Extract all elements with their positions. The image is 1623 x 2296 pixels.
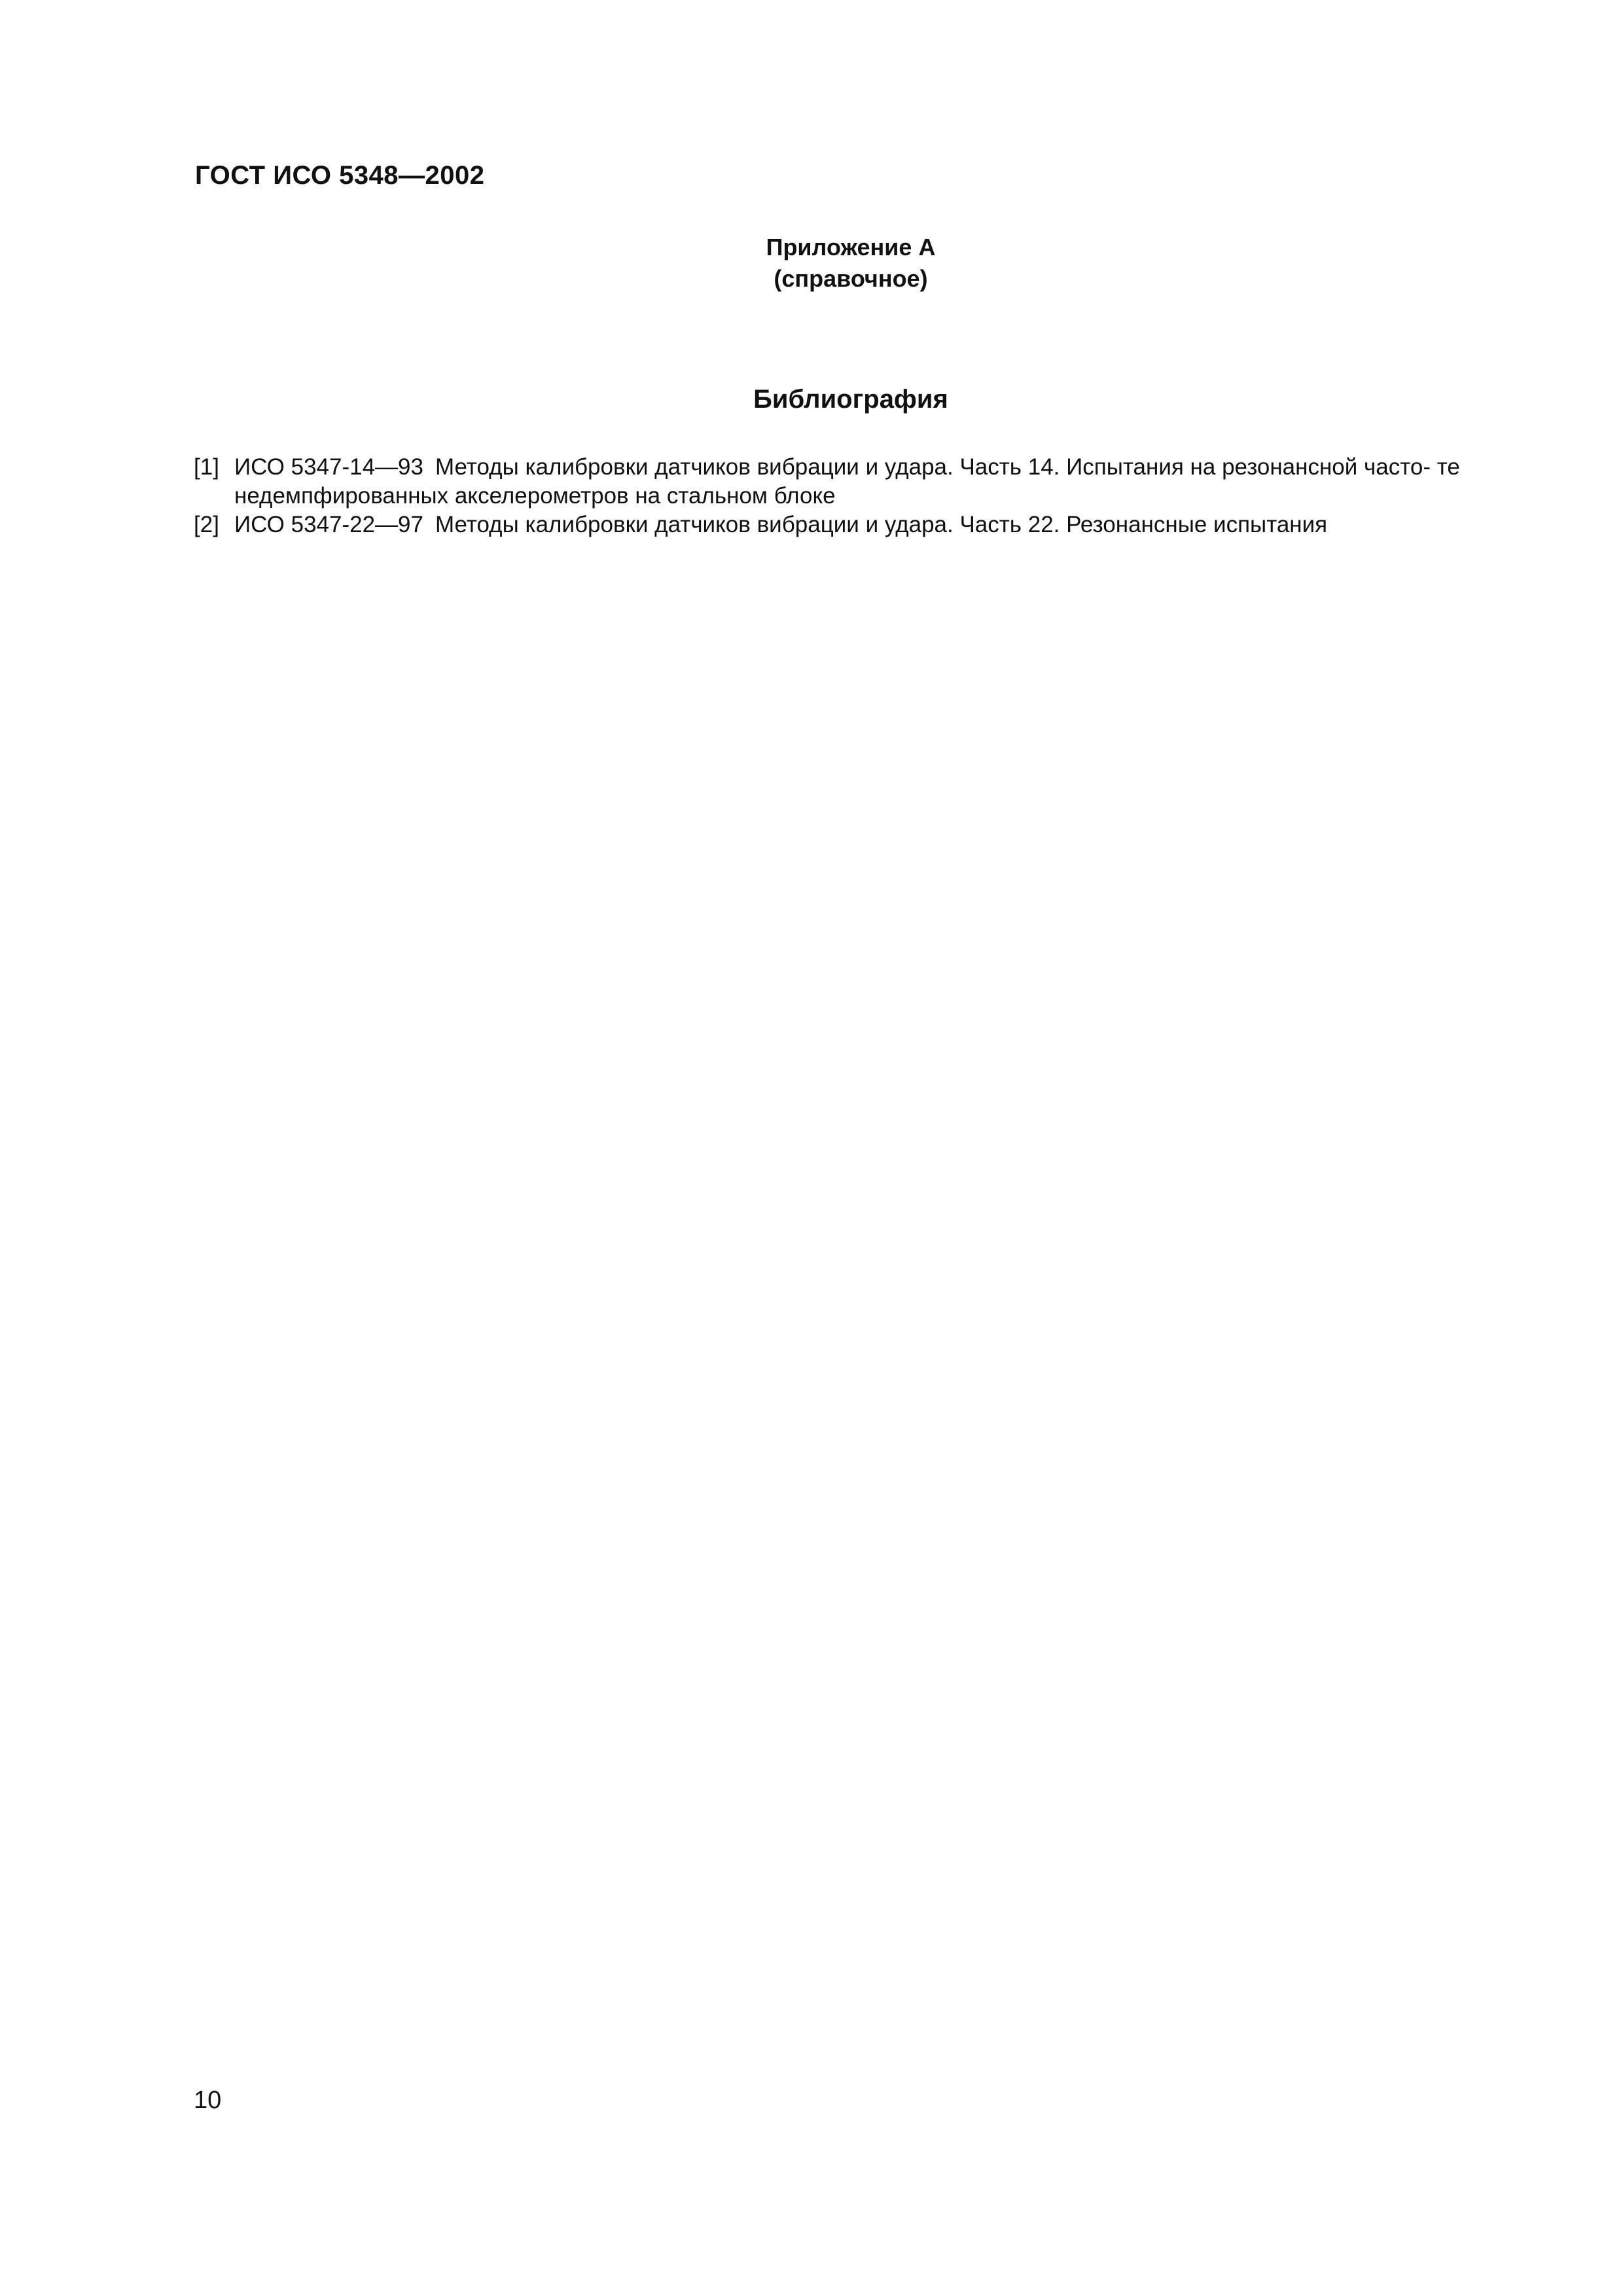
reference-number: [2] bbox=[194, 512, 219, 537]
bibliography-title: Библиография bbox=[753, 385, 948, 414]
reference-code: ИСО 5347-22—97 bbox=[234, 512, 423, 537]
reference-body bbox=[234, 453, 1529, 511]
reference-text: Методы калибровки датчиков вибрации и удара. Часть 22. Резонансные испытания bbox=[435, 512, 1328, 537]
reference-text: Методы калибровки датчиков вибрации и удара. Часть 14. Испытания на резонансной часто- те недемпфированных акселерометров на стальном блоке bbox=[234, 454, 1460, 509]
page-header-standard-id: ГОСТ ИСО 5348—2002 bbox=[195, 161, 485, 190]
bibliography-list bbox=[194, 453, 1529, 539]
page-number: 10 bbox=[194, 2087, 222, 2114]
reference-code: ИСО 5347-14—93 bbox=[234, 454, 423, 480]
bibliography-item bbox=[194, 453, 1529, 511]
reference-number: [1] bbox=[194, 454, 219, 480]
reference-body bbox=[234, 511, 1529, 539]
bibliography-item bbox=[194, 511, 1529, 539]
annex-title: Приложение А bbox=[766, 234, 936, 260]
annex-status: (справочное) bbox=[774, 265, 928, 292]
